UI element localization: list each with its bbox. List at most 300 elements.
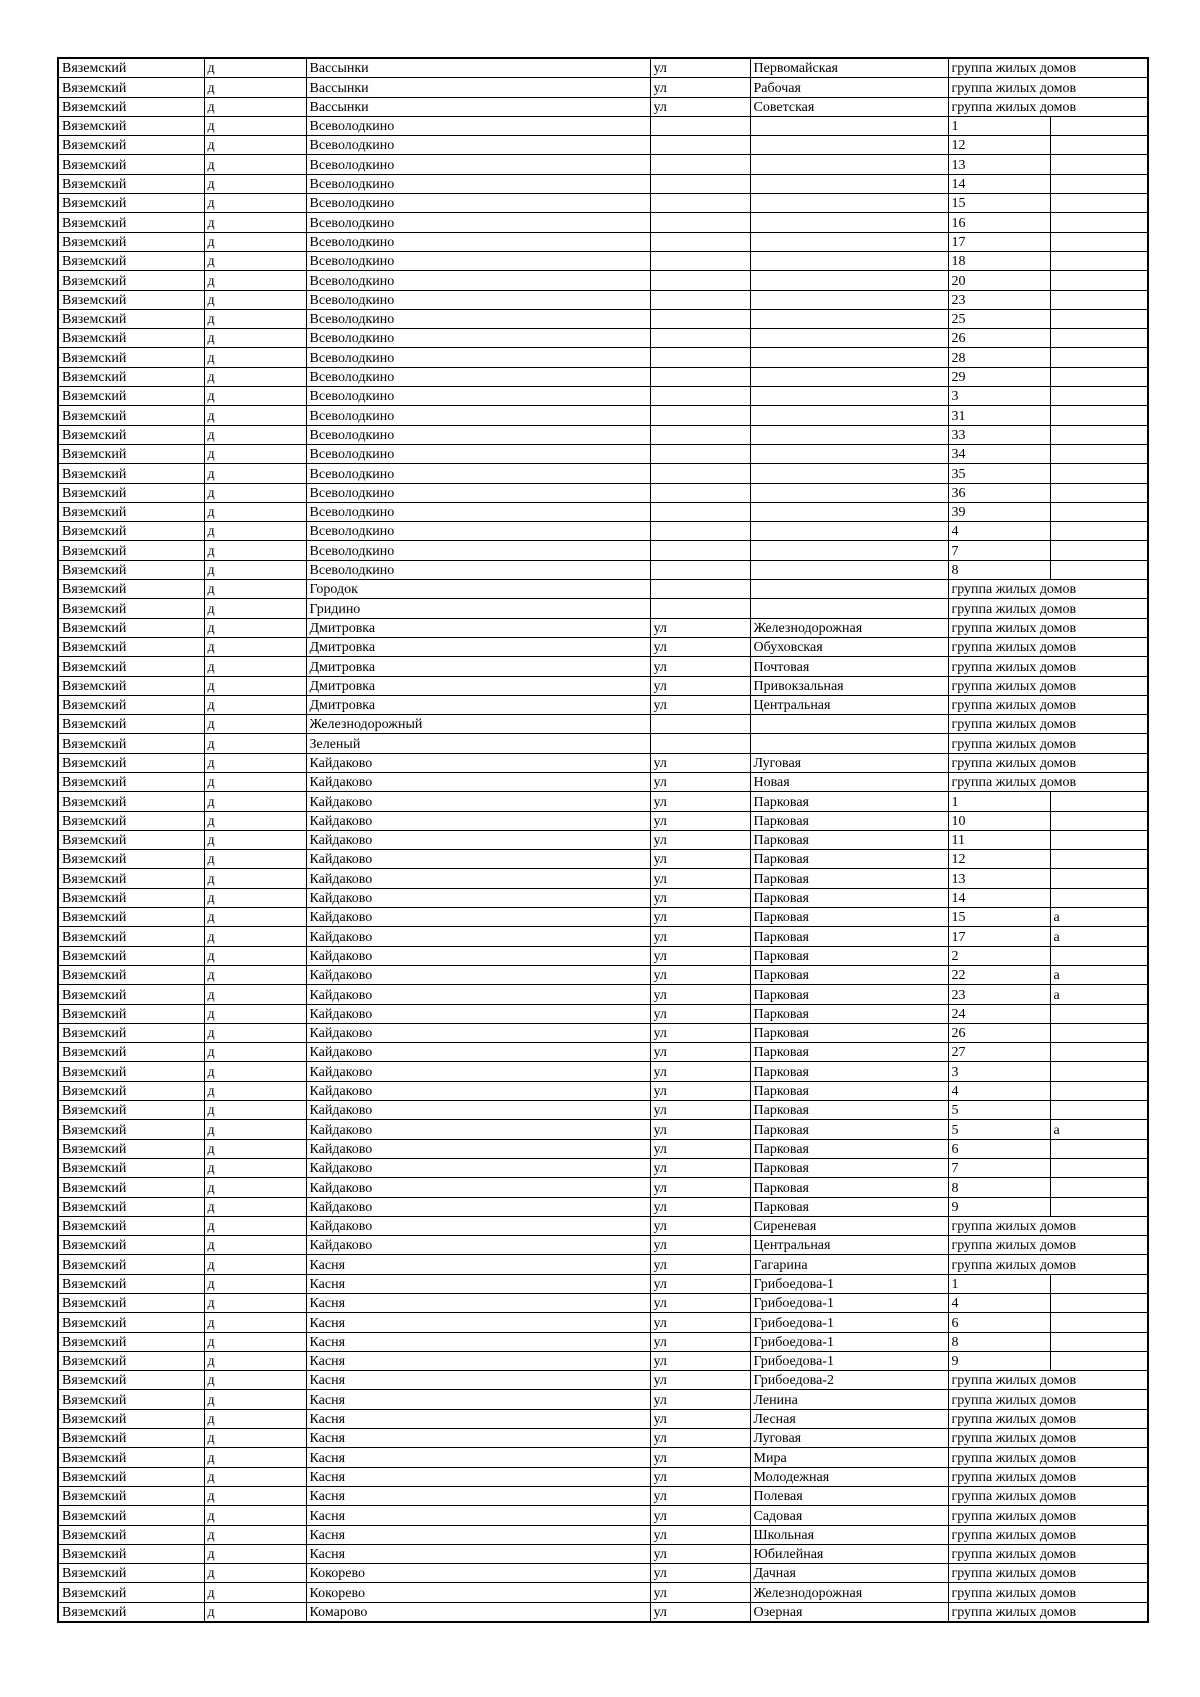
house-cell: 4 [948,522,1050,541]
settlement-type-cell: д [204,599,306,618]
district-cell: Вяземский [58,502,204,521]
settlement-name-cell: Касня [306,1525,650,1544]
district-cell: Вяземский [58,425,204,444]
settlement-type-cell: д [204,290,306,309]
district-cell: Вяземский [58,1004,204,1023]
settlement-name-cell: Касня [306,1409,650,1428]
table-row [58,367,1148,386]
street-type-cell [650,522,750,541]
house-cell: 16 [948,213,1050,232]
district-cell: Вяземский [58,850,204,869]
house-letter-cell [1050,329,1148,348]
settlement-name-cell: Всеволодкино [306,232,650,251]
table-row [58,290,1148,309]
house-cell: 7 [948,541,1050,560]
house-cell: 18 [948,251,1050,270]
district-cell: Вяземский [58,1544,204,1563]
district-cell: Вяземский [58,1602,204,1622]
table-row [58,830,1148,849]
district-cell: Вяземский [58,78,204,97]
house-cell: группа жилых домов [948,1371,1148,1390]
district-cell: Вяземский [58,599,204,618]
house-cell: 28 [948,348,1050,367]
street-type-cell: ул [650,1332,750,1351]
table-row [58,483,1148,502]
settlement-type-cell: д [204,155,306,174]
settlement-name-cell: Дмитровка [306,637,650,656]
settlement-name-cell: Всеволодкино [306,251,650,270]
settlement-name-cell: Гридино [306,599,650,618]
settlement-type-cell: д [204,1486,306,1505]
house-cell: 10 [948,811,1050,830]
district-cell: Вяземский [58,194,204,213]
street-type-cell: ул [650,850,750,869]
street-type-cell: ул [650,1178,750,1197]
house-cell: группа жилых домов [948,753,1148,772]
settlement-name-cell: Всеволодкино [306,483,650,502]
district-cell: Вяземский [58,387,204,406]
table-row [58,309,1148,328]
table-row [58,406,1148,425]
settlement-name-cell: Кайдаково [306,1081,650,1100]
district-cell: Вяземский [58,1158,204,1177]
street-type-cell: ул [650,927,750,946]
settlement-type-cell: д [204,1332,306,1351]
house-cell: 12 [948,136,1050,155]
table-row [58,1197,1148,1216]
district-cell: Вяземский [58,946,204,965]
street-type-cell: ул [650,1409,750,1428]
house-letter-cell [1050,946,1148,965]
street-name-cell [750,580,948,599]
settlement-name-cell: Всеволодкино [306,329,650,348]
settlement-type-cell: д [204,830,306,849]
house-cell: 5 [948,1120,1050,1139]
house-letter-cell [1050,1197,1148,1216]
table-row [58,734,1148,753]
street-type-cell: ул [650,657,750,676]
settlement-name-cell: Кайдаково [306,1023,650,1042]
street-name-cell [750,599,948,618]
settlement-name-cell: Всеволодкино [306,116,650,135]
settlement-type-cell: д [204,1081,306,1100]
street-type-cell [650,560,750,579]
street-type-cell [650,136,750,155]
table-row [58,908,1148,927]
house-letter-cell [1050,232,1148,251]
street-type-cell: ул [650,1544,750,1563]
house-letter-cell [1050,348,1148,367]
street-type-cell [650,541,750,560]
house-cell: группа жилых домов [948,715,1148,734]
house-cell: группа жилых домов [948,599,1148,618]
house-letter-cell [1050,1043,1148,1062]
street-type-cell: ул [650,1274,750,1293]
district-cell: Вяземский [58,1120,204,1139]
settlement-type-cell: д [204,116,306,135]
table-row [58,657,1148,676]
street-type-cell: ул [650,1197,750,1216]
street-name-cell [750,136,948,155]
street-type-cell [650,599,750,618]
settlement-name-cell: Всеволодкино [306,348,650,367]
settlement-type-cell: д [204,560,306,579]
settlement-type-cell: д [204,541,306,560]
table-row [58,850,1148,869]
settlement-name-cell: Кайдаково [306,1197,650,1216]
settlement-name-cell: Всеволодкино [306,194,650,213]
street-name-cell: Парковая [750,1158,948,1177]
district-cell: Вяземский [58,1448,204,1467]
settlement-type-cell: д [204,1525,306,1544]
table-row [58,1178,1148,1197]
house-letter-cell [1050,425,1148,444]
table-row [58,1101,1148,1120]
settlement-name-cell: Комарово [306,1602,650,1622]
street-name-cell [750,290,948,309]
house-cell: группа жилых домов [948,1390,1148,1409]
house-letter-cell [1050,483,1148,502]
street-type-cell: ул [650,1583,750,1602]
street-type-cell: ул [650,1216,750,1235]
house-cell: 13 [948,869,1050,888]
table-row [58,1602,1148,1622]
settlement-type-cell: д [204,695,306,714]
settlement-name-cell: Кайдаково [306,908,650,927]
street-name-cell [750,541,948,560]
street-name-cell: Молодежная [750,1467,948,1486]
settlement-name-cell: Дмитровка [306,618,650,637]
street-name-cell: Парковая [750,811,948,830]
street-type-cell: ул [650,695,750,714]
street-type-cell [650,367,750,386]
house-letter-cell [1050,1294,1148,1313]
street-type-cell [650,464,750,483]
district-cell: Вяземский [58,271,204,290]
district-cell: Вяземский [58,1197,204,1216]
settlement-name-cell: Касня [306,1371,650,1390]
table-row [58,927,1148,946]
house-letter-cell [1050,367,1148,386]
house-letter-cell [1050,1274,1148,1293]
district-cell: Вяземский [58,367,204,386]
street-type-cell: ул [650,1120,750,1139]
table-row [58,1294,1148,1313]
table-row [58,1139,1148,1158]
settlement-name-cell: Касня [306,1332,650,1351]
settlement-name-cell: Всеволодкино [306,309,650,328]
settlement-type-cell: д [204,1216,306,1235]
house-cell: 7 [948,1158,1050,1177]
district-cell: Вяземский [58,657,204,676]
house-cell: 31 [948,406,1050,425]
settlement-type-cell: д [204,1043,306,1062]
settlement-name-cell: Кайдаково [306,1101,650,1120]
settlement-name-cell: Касня [306,1467,650,1486]
settlement-type-cell: д [204,213,306,232]
street-type-cell: ул [650,637,750,656]
table-row [58,213,1148,232]
house-cell: 26 [948,1023,1050,1042]
street-name-cell [750,483,948,502]
settlement-name-cell: Кайдаково [306,946,650,965]
street-name-cell: Обуховская [750,637,948,656]
street-type-cell: ул [650,753,750,772]
district-cell: Вяземский [58,1139,204,1158]
table-row [58,811,1148,830]
table-row [58,271,1148,290]
street-type-cell: ул [650,1371,750,1390]
street-name-cell: Почтовая [750,657,948,676]
table-row [58,965,1148,984]
street-type-cell: ул [650,78,750,97]
street-type-cell: ул [650,1023,750,1042]
house-cell: 4 [948,1294,1050,1313]
settlement-name-cell: Касня [306,1448,650,1467]
settlement-type-cell: д [204,194,306,213]
district-cell: Вяземский [58,985,204,1004]
settlement-type-cell: д [204,637,306,656]
house-cell: 22 [948,965,1050,984]
house-letter-cell: а [1050,1120,1148,1139]
table-row [58,1004,1148,1023]
street-type-cell: ул [650,1101,750,1120]
street-name-cell: Грибоедова-1 [750,1351,948,1370]
street-name-cell [750,522,948,541]
house-cell: 24 [948,1004,1050,1023]
settlement-type-cell: д [204,1583,306,1602]
settlement-type-cell: д [204,869,306,888]
table-row [58,618,1148,637]
settlement-type-cell: д [204,309,306,328]
district-cell: Вяземский [58,1294,204,1313]
settlement-name-cell: Касня [306,1544,650,1563]
district-cell: Вяземский [58,1583,204,1602]
settlement-type-cell: д [204,387,306,406]
house-letter-cell [1050,155,1148,174]
settlement-type-cell: д [204,232,306,251]
street-type-cell [650,444,750,463]
settlement-name-cell: Касня [306,1255,650,1274]
street-name-cell [750,406,948,425]
table-row [58,888,1148,907]
house-cell: 15 [948,908,1050,927]
settlement-type-cell: д [204,1197,306,1216]
settlement-type-cell: д [204,1390,306,1409]
street-type-cell: ул [650,908,750,927]
house-cell: группа жилых домов [948,1236,1148,1255]
settlement-type-cell: д [204,811,306,830]
street-name-cell [750,174,948,193]
street-type-cell: ул [650,1313,750,1332]
table-row [58,444,1148,463]
street-type-cell: ул [650,1062,750,1081]
house-cell: группа жилых домов [948,676,1148,695]
house-cell: 3 [948,1062,1050,1081]
street-name-cell: Рабочая [750,78,948,97]
settlement-type-cell: д [204,676,306,695]
settlement-type-cell: д [204,1158,306,1177]
table-row [58,1236,1148,1255]
table-row [58,1062,1148,1081]
street-name-cell [750,213,948,232]
street-name-cell: Парковая [750,1101,948,1120]
settlement-type-cell: д [204,1178,306,1197]
street-type-cell: ул [650,1043,750,1062]
settlement-type-cell: д [204,1101,306,1120]
street-name-cell: Парковая [750,1178,948,1197]
settlement-name-cell: Вассынки [306,97,650,116]
settlement-type-cell: д [204,1062,306,1081]
street-name-cell: Озерная [750,1602,948,1622]
street-type-cell: ул [650,811,750,830]
settlement-name-cell: Всеволодкино [306,406,650,425]
table-row [58,251,1148,270]
settlement-type-cell: д [204,58,306,78]
settlement-name-cell: Касня [306,1486,650,1505]
table-row [58,676,1148,695]
street-type-cell: ул [650,1390,750,1409]
district-cell: Вяземский [58,1062,204,1081]
district-cell: Вяземский [58,753,204,772]
settlement-type-cell: д [204,502,306,521]
address-table-body [58,58,1148,1622]
house-cell: 35 [948,464,1050,483]
settlement-name-cell: Дмитровка [306,676,650,695]
settlement-name-cell: Железнодорожный [306,715,650,734]
house-cell: группа жилых домов [948,1429,1148,1448]
district-cell: Вяземский [58,97,204,116]
district-cell: Вяземский [58,136,204,155]
street-type-cell: ул [650,1004,750,1023]
house-cell: 8 [948,1332,1050,1351]
district-cell: Вяземский [58,1313,204,1332]
table-row [58,1409,1148,1428]
street-name-cell: Грибоедова-1 [750,1294,948,1313]
district-cell: Вяземский [58,444,204,463]
settlement-name-cell: Всеволодкино [306,387,650,406]
house-cell: 15 [948,194,1050,213]
settlement-name-cell: Касня [306,1506,650,1525]
district-cell: Вяземский [58,1467,204,1486]
settlement-name-cell: Всеволодкино [306,541,650,560]
district-cell: Вяземский [58,1525,204,1544]
street-name-cell: Парковая [750,1081,948,1100]
table-row [58,1544,1148,1563]
table-row [58,1255,1148,1274]
house-cell: 1 [948,116,1050,135]
street-type-cell [650,290,750,309]
settlement-type-cell: д [204,406,306,425]
table-row [58,753,1148,772]
street-type-cell: ул [650,1351,750,1370]
district-cell: Вяземский [58,580,204,599]
street-name-cell: Луговая [750,753,948,772]
house-cell: 23 [948,290,1050,309]
street-name-cell [750,425,948,444]
house-letter-cell [1050,522,1148,541]
settlement-type-cell: д [204,97,306,116]
house-letter-cell [1050,1332,1148,1351]
street-type-cell [650,155,750,174]
table-row [58,1081,1148,1100]
table-row [58,869,1148,888]
district-cell: Вяземский [58,676,204,695]
street-name-cell: Садовая [750,1506,948,1525]
street-name-cell: Парковая [750,830,948,849]
house-letter-cell [1050,1023,1148,1042]
district-cell: Вяземский [58,116,204,135]
settlement-type-cell: д [204,772,306,791]
house-letter-cell: а [1050,965,1148,984]
settlement-type-cell: д [204,1313,306,1332]
settlement-name-cell: Всеволодкино [306,174,650,193]
house-letter-cell [1050,1139,1148,1158]
district-cell: Вяземский [58,155,204,174]
settlement-type-cell: д [204,1506,306,1525]
district-cell: Вяземский [58,406,204,425]
street-type-cell: ул [650,1158,750,1177]
district-cell: Вяземский [58,1216,204,1235]
settlement-name-cell: Вассынки [306,78,650,97]
district-cell: Вяземский [58,560,204,579]
street-name-cell: Парковая [750,908,948,927]
street-name-cell [750,232,948,251]
street-type-cell: ул [650,1081,750,1100]
street-type-cell [650,348,750,367]
street-name-cell: Школьная [750,1525,948,1544]
settlement-type-cell: д [204,792,306,811]
house-cell: группа жилых домов [948,1525,1148,1544]
street-type-cell: ул [650,1467,750,1486]
house-cell: группа жилых домов [948,1216,1148,1235]
district-cell: Вяземский [58,792,204,811]
street-name-cell: Центральная [750,1236,948,1255]
street-name-cell: Привокзальная [750,676,948,695]
house-cell: 26 [948,329,1050,348]
street-type-cell: ул [650,946,750,965]
street-name-cell [750,387,948,406]
table-row [58,1274,1148,1293]
settlement-type-cell: д [204,965,306,984]
settlement-type-cell: д [204,946,306,965]
house-cell: 9 [948,1197,1050,1216]
street-type-cell [650,483,750,502]
house-cell: группа жилых домов [948,1467,1148,1486]
house-letter-cell [1050,888,1148,907]
settlement-name-cell: Кайдаково [306,753,650,772]
street-type-cell: ул [650,58,750,78]
settlement-type-cell: д [204,850,306,869]
street-type-cell [650,116,750,135]
street-type-cell [650,387,750,406]
house-cell: 39 [948,502,1050,521]
table-row [58,1332,1148,1351]
table-row [58,155,1148,174]
table-row [58,1216,1148,1235]
house-cell: группа жилых домов [948,1486,1148,1505]
district-cell: Вяземский [58,483,204,502]
settlement-type-cell: д [204,1564,306,1583]
street-name-cell: Первомайская [750,58,948,78]
table-row [58,695,1148,714]
house-cell: 2 [948,946,1050,965]
settlement-name-cell: Дмитровка [306,695,650,714]
table-row [58,58,1148,78]
house-cell: 13 [948,155,1050,174]
street-name-cell [750,271,948,290]
settlement-name-cell: Кайдаково [306,1062,650,1081]
